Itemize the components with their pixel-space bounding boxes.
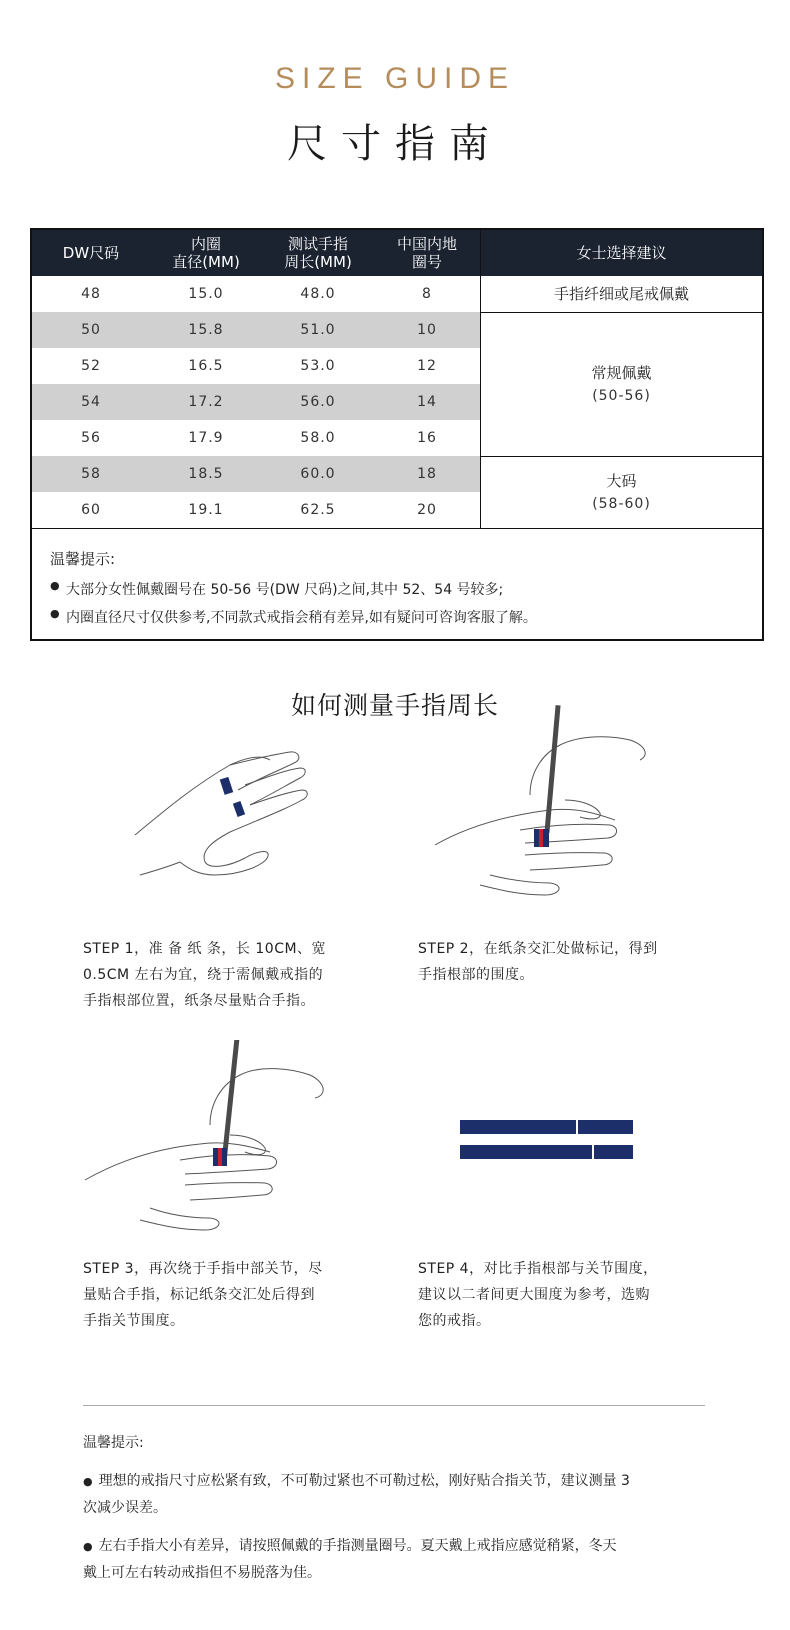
cell-dw: 52 xyxy=(81,358,101,374)
note-line: 左右手指大小有差异，请按照佩戴的手指测量圈号。夏天戴上戒指应感觉稍紧，冬天 xyxy=(98,1538,617,1554)
cell-diameter: 15.8 xyxy=(188,322,224,338)
table-tips xyxy=(50,548,750,635)
cell-diameter: 19.1 xyxy=(188,502,224,518)
note-line: 次减少误差。 xyxy=(83,1500,167,1516)
cell-cn-size: 12 xyxy=(417,358,437,374)
header-finger-circumference: 测试手指 周长(MM) xyxy=(284,235,352,271)
cell-dw: 48 xyxy=(81,286,101,302)
cell-dw: 50 xyxy=(81,322,101,338)
note-item: ● 理想的戒指尺寸应松紧有致，不可勒过紧也不可勒过松，刚好贴合指关节，建议测量 3 次减少误差。 xyxy=(83,1468,713,1521)
paper-strip-icon xyxy=(460,1120,633,1134)
tip-item: ● 大部分女性佩戴圈号在 50-56 号(DW 尺码)之间,其中 52、54 号较多; xyxy=(50,579,750,599)
cell-cn-size: 20 xyxy=(417,502,437,518)
step2-text xyxy=(418,936,708,988)
cell-cn-size: 10 xyxy=(417,322,437,338)
cell-dw: 60 xyxy=(81,502,101,518)
paper-strip-icon xyxy=(220,777,234,795)
step1-text xyxy=(83,936,353,1014)
tips-title: 温馨提示: xyxy=(50,550,116,568)
cell-dw: 54 xyxy=(81,394,101,410)
table-row xyxy=(32,384,480,420)
tip-item: ● 内圈直径尺寸仅供参考,不同款式戒指会稍有差异,如有疑问可咨询客服了解。 xyxy=(50,607,750,627)
advice-slim xyxy=(481,276,762,312)
cell-dw: 56 xyxy=(81,430,101,446)
cell-cn-size: 14 xyxy=(417,394,437,410)
step3-hand-illustration xyxy=(80,1040,350,1240)
cell-circumference: 60.0 xyxy=(300,466,336,482)
cell-circumference: 56.0 xyxy=(300,394,336,410)
advice-label: 手指纤细或尾戒佩戴 xyxy=(553,284,689,303)
cell-circumference: 48.0 xyxy=(300,286,336,302)
table-row xyxy=(32,276,480,312)
step-line: 手指根部位置，纸条尽量贴合手指。 xyxy=(83,993,315,1009)
advice-regular xyxy=(481,313,762,456)
table-row xyxy=(32,312,480,348)
table-row xyxy=(32,348,480,384)
table-row xyxy=(32,456,480,492)
advice-range: (50-56) xyxy=(592,387,651,404)
cell-diameter: 16.5 xyxy=(188,358,224,374)
step4-text xyxy=(418,1256,708,1334)
size-guide-title-cn: 尺寸指南 xyxy=(287,121,503,167)
step-line: 手指关节围度。 xyxy=(83,1313,185,1329)
step3-text xyxy=(83,1256,353,1334)
table-bottom-divider xyxy=(32,528,762,529)
cell-circumference: 53.0 xyxy=(300,358,336,374)
header-dw-size: DW尺码 xyxy=(62,244,120,262)
cell-cn-size: 16 xyxy=(417,430,437,446)
advice-range: (58-60) xyxy=(592,495,651,512)
step-line: STEP 2，在纸条交汇处做标记，得到 xyxy=(418,941,658,957)
cell-cn-size: 8 xyxy=(422,286,432,302)
step-line: 量贴合手指，标记纸条交汇处后得到 xyxy=(83,1287,315,1303)
cell-diameter: 18.5 xyxy=(188,466,224,482)
note-line: 理想的戒指尺寸应松紧有致，不可勒过紧也不可勒过松，刚好贴合指关节，建议测量 3 xyxy=(98,1473,630,1489)
step-line: 手指根部的围度。 xyxy=(418,967,534,983)
mark-icon xyxy=(218,1148,222,1166)
pencil-icon xyxy=(221,1040,240,1165)
step-line: 您的戒指。 xyxy=(418,1313,491,1329)
size-table xyxy=(30,228,764,641)
step4-strips-illustration xyxy=(460,1120,635,1165)
advice-label: 大码 xyxy=(606,471,637,490)
step1-hand-illustration xyxy=(120,740,360,890)
size-guide-title-en: SIZE GUIDE xyxy=(274,62,516,95)
table-header xyxy=(32,230,762,276)
cell-circumference: 58.0 xyxy=(300,430,336,446)
step-line: 0.5CM 左右为宜，绕于需佩戴戒指的 xyxy=(83,967,324,983)
cell-dw: 58 xyxy=(81,466,101,482)
cell-diameter: 17.9 xyxy=(188,430,224,446)
step-line: STEP 3，再次绕于手指中部关节，尽 xyxy=(83,1261,323,1277)
advice-large xyxy=(481,457,762,528)
section-divider xyxy=(83,1405,705,1406)
pencil-icon xyxy=(544,705,560,833)
cell-diameter: 15.0 xyxy=(188,286,224,302)
header-inner-diameter: 内圈 直径(MM) xyxy=(172,235,240,271)
advice-label: 常规佩戴 xyxy=(591,363,652,382)
notes-title: 温馨提示: xyxy=(83,1435,144,1451)
paper-strip-icon xyxy=(460,1145,633,1159)
cell-circumference: 62.5 xyxy=(300,502,336,518)
cell-cn-size: 18 xyxy=(417,466,437,482)
cell-diameter: 17.2 xyxy=(188,394,224,410)
measure-title: 如何测量手指周长 xyxy=(290,691,499,720)
paper-strip-icon xyxy=(233,801,245,817)
note-item: ● 左右手指大小有差异，请按照佩戴的手指测量圈号。夏天戴上戒指应感觉稍紧，冬天 戴上可左右转动戒指但不易脱落为佳。 xyxy=(83,1533,713,1586)
cell-circumference: 51.0 xyxy=(300,322,336,338)
note-line: 戴上可左右转动戒指但不易脱落为佳。 xyxy=(83,1565,321,1581)
step2-hand-illustration xyxy=(430,705,670,905)
notes-section xyxy=(83,1430,713,1598)
table-row xyxy=(32,420,480,456)
step-line: 建议以二者间更大围度为参考，选购 xyxy=(418,1287,650,1303)
mark-icon xyxy=(539,829,543,847)
header-china-size: 中国内地 圈号 xyxy=(396,235,457,271)
table-row xyxy=(32,492,480,528)
step-line: STEP 1，准 备 纸 条，长 10CM、宽 xyxy=(83,941,327,957)
step-line: STEP 4，对比手指根部与关节围度， xyxy=(418,1261,658,1277)
header-women-advice: 女士选择建议 xyxy=(576,244,667,262)
